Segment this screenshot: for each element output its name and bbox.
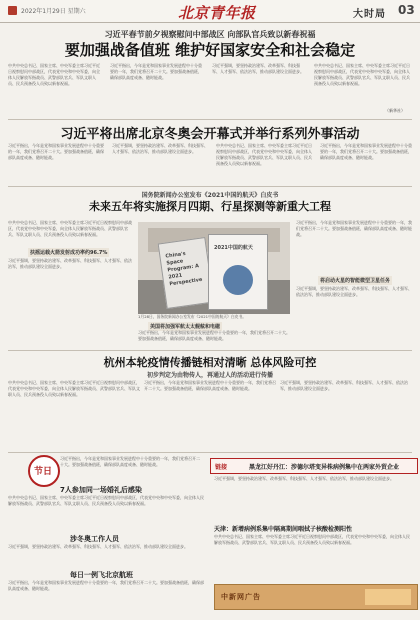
link-label: 链接 xyxy=(215,464,228,471)
divider xyxy=(8,186,412,187)
book-title-en: China's Space Program: A 2021 Perspective xyxy=(165,250,203,288)
top-story-col3: 习近平强调，要坚持政治建军、改革强军、科技强军、人才强军、依法治军，推动部队建设全面进步。 xyxy=(212,63,304,74)
column-logo-text: 节日 xyxy=(34,467,53,477)
bottom-left-story2-head[interactable]: 涉冬奥工作人员 xyxy=(70,535,119,543)
third-story-right-text-2: 习近平强调，要坚持政治建军、改革强军、科技强军、人才强军、依法治军，推动部队建设全面进步。 xyxy=(296,286,412,297)
fourth-story-headline[interactable]: 杭州本轮疫情传播链相对清晰 总体风险可控 xyxy=(103,356,317,369)
english-white-paper-book xyxy=(158,237,215,309)
top-story-author: （新华社） xyxy=(385,108,405,113)
top-story-col4: 中共中央总书记、国家主席、中央军委主席习近平近日视察慰问中部战区，代表党中央和中央军委，向全体人民解放军指战员、武警部队官兵、军队文职人员、民兵预备役人员致以新春祝福。 xyxy=(314,63,410,86)
third-story-left-text-2: 习近平强调，要坚持政治建军、改革强军、科技强军、人才强军、依法治军，推动部队建设全面进步。 xyxy=(8,258,132,269)
divider xyxy=(8,350,412,351)
section-name: 大时局 xyxy=(353,9,386,20)
box-heading-left: 扶摇运载火箭发射成功率约96.7% xyxy=(30,250,108,256)
fourth-story-col2: 习近平指出，今年是党和国家事业发展进程中十分重要的一年，我们党将召开二十大。要加强战备值班，确保部队高度戒备、随时能战。 xyxy=(144,380,276,391)
bottom-right-story2-head[interactable]: 天津：新增病例系集中隔离期间咽拭子核酸检测阳性 xyxy=(214,526,353,533)
bottom-left-story2-text: 习近平强调，要坚持政治建军、改革强军、科技强军、人才强军、依法治军，推动部队建设全面进步。 xyxy=(8,544,188,549)
second-story-headline[interactable]: 习近平将出席北京冬奥会开幕式并举行系列外事活动 xyxy=(60,127,360,142)
top-story-col1: 中共中央总书记、国家主席、中央军委主席习近平近日视察慰问中部战区，代表党中央和中央军委，向全体人民解放军指战员、武警部队官兵、军队文职人员、民兵预备役人员致以新春祝福。 xyxy=(8,63,100,86)
box-heading-right: 将启动火星的智能微型卫星任务 xyxy=(320,278,391,284)
divider xyxy=(8,119,412,120)
bottom-left-story1-head[interactable]: 7人参加同一场婚礼后感染 xyxy=(60,486,142,494)
newspaper-logo: 北京青年报 xyxy=(178,4,256,22)
column-logo xyxy=(28,455,60,487)
white-paper-photo xyxy=(138,222,290,314)
second-story-col1: 习近平指出，今年是党和国家事业发展进程中十分重要的一年，我们党将召开二十大。要加强战备值班，确保部队高度戒备、随时能战。 xyxy=(8,143,104,160)
third-story-kicker: 国务院新闻办公室发布《2021中国的航天》白皮书 xyxy=(141,192,279,199)
issue-date: 2022年1月29日 星期六 xyxy=(21,8,86,15)
top-story-kicker: 习近平春节前夕视察慰问中部战区 向部队官兵致以新春祝福 xyxy=(104,29,316,39)
ad-text: 中新网广告 xyxy=(221,593,261,601)
link-title: 黑龙江好丹江：涉德尔塔变异株病例集中在两家外贸企业 xyxy=(249,464,400,471)
bottom-right-text-1: 习近平强调，要坚持政治建军、改革强军、科技强军、人才强军、依法治军，推动部队建设全面进步。 xyxy=(214,476,394,481)
second-story-col3: 中共中央总书记、国家主席、中央军委主席习近平近日视察慰问中部战区，代表党中央和中央军委，向全体人民解放军指战员、武警部队官兵、军队文职人员、民兵预备役人员致以新春祝福。 xyxy=(216,143,312,166)
chinese-white-paper-book xyxy=(208,234,268,310)
top-story-headline[interactable]: 要加强战备值班 维护好国家安全和社会稳定 xyxy=(64,41,356,59)
ad-graphic xyxy=(365,589,411,605)
box-heading-mid: 美国将加强军航太太舰舷和电磁 xyxy=(150,324,221,330)
bottom-right-text-2: 中共中央总书记、国家主席、中央军委主席习近平近日视察慰问中部战区，代表党中央和中央军委，向全体人民解放军指战员、武警部队官兵、军队文职人员、民兵预备役人员致以新春祝福。 xyxy=(214,534,410,545)
third-story-mid-text: 习近平指出，今年是党和国家事业发展进程中十分重要的一年，我们党将召开二十大。要加强战备值班，确保部队高度戒备、随时能战。 xyxy=(138,330,290,341)
link-box[interactable] xyxy=(210,458,418,474)
third-story-headline[interactable]: 未来五年将实施探月四期、行星探测等新重大工程 xyxy=(89,200,331,213)
divider xyxy=(8,452,412,453)
third-story-left-text: 中共中央总书记、国家主席、中央军委主席习近平近日视察慰问中部战区，代表党中央和中央军委，向全体人民解放军指战员、武警部队官兵、军队文职人员、民兵预备役人员致以新春祝福。 xyxy=(8,220,132,237)
top-story-col2: 习近平指出，今年是党和国家事业发展进程中十分重要的一年，我们党将召开二十大。要加强战备值班，确保部队高度戒备、随时能战。 xyxy=(110,63,202,80)
page-number: 03 xyxy=(398,3,415,17)
bottom-left-story3-head[interactable]: 每日一例飞北京航班 xyxy=(70,571,133,579)
fourth-story-col3: 习近平强调，要坚持政治建军、改革强军、科技强军、人才强军、依法治军，推动部队建设全面进步。 xyxy=(280,380,408,391)
bottom-left-story3-text: 习近平指出，今年是党和国家事业发展进程中十分重要的一年，我们党将召开二十大。要加强战备值班，确保部队高度戒备、随时能战。 xyxy=(8,580,204,591)
page-icon xyxy=(8,6,17,15)
photo-caption: 1月28日，国务院新闻办公室发布《2021中国的航天》白皮书。 xyxy=(138,314,247,319)
bottom-left-story1-text: 中共中央总书记、国家主席、中央军委主席习近平近日视察慰问中部战区，代表党中央和中央军委，向全体人民解放军指战员、武警部队官兵、军队文职人员、民兵预备役人员致以新春祝福。 xyxy=(8,495,204,506)
fourth-story-col1: 中共中央总书记、国家主席、中央军委主席习近平近日视察慰问中部战区，代表党中央和中央军委，向全体人民解放军指战员、武警部队官兵、军队文职人员、民兵预备役人员致以新春祝福。 xyxy=(8,380,140,397)
book-title-cn: 2021中国的航天 xyxy=(214,245,253,251)
second-story-col4: 习近平指出，今年是党和国家事业发展进程中十分重要的一年，我们党将召开二十大。要加强战备值班，确保部队高度戒备、随时能战。 xyxy=(320,143,412,160)
fourth-story-kicker: 初步判定为由物传人，再通过人的活动进行传播 xyxy=(146,372,273,379)
earth-image xyxy=(223,265,253,295)
third-story-right-text: 习近平指出，今年是党和国家事业发展进程中十分重要的一年，我们党将召开二十大。要加强战备值班，确保部队高度戒备、随时能战。 xyxy=(296,220,412,237)
masthead xyxy=(0,0,420,23)
second-story-col2: 习近平强调，要坚持政治建军、改革强军、科技强军、人才强军、依法治军，推动部队建设全面进步。 xyxy=(112,143,208,154)
advertisement[interactable] xyxy=(214,584,418,610)
bottom-left-intro: 习近平指出，今年是党和国家事业发展进程中十分重要的一年，我们党将召开二十大。要加强战备值班，确保部队高度戒备、随时能战。 xyxy=(60,456,200,467)
